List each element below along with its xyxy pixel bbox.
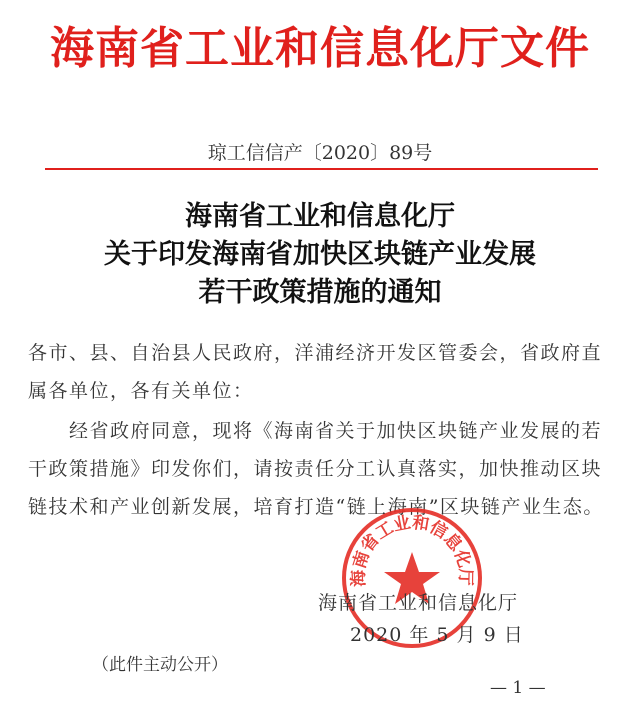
title-line: 海南省工业和信息化厅 bbox=[185, 201, 455, 232]
disclosure-note: （此件主动公开） bbox=[92, 655, 228, 675]
svg-text:海南省工业和信息化厅: 海南省工业和信息化厅 bbox=[348, 512, 476, 588]
title-line: 关于印发海南省加快区块链产业发展 bbox=[104, 239, 536, 270]
title-line: 若干政策措施的通知 bbox=[198, 277, 442, 308]
signing-date: 2020 年 5 月 9 日 bbox=[350, 624, 524, 646]
document-header: 海南省工业和信息化厅文件 bbox=[50, 23, 590, 74]
body-line: 属各单位，各有关单位： bbox=[28, 380, 254, 402]
document-number: 琼工信信产〔2020〕89号 bbox=[207, 142, 433, 164]
page-number: — 1 — bbox=[490, 678, 546, 698]
red-divider bbox=[45, 168, 598, 170]
body-line: 各市、县、自治县人民政府，洋浦经济开发区管委会，省政府直 bbox=[28, 342, 603, 364]
body-line: 经省政府同意，现将《海南省关于加快区块链产业发展的若 bbox=[28, 420, 603, 442]
body-line: 干政策措施》印发你们，请按责任分工认真落实，加快推动区块 bbox=[28, 458, 603, 480]
signing-organization: 海南省工业和信息化厅 bbox=[318, 592, 519, 614]
body-line: 链技术和产业创新发展，培育打造“链上海南”区块链产业生态。 bbox=[28, 496, 604, 518]
